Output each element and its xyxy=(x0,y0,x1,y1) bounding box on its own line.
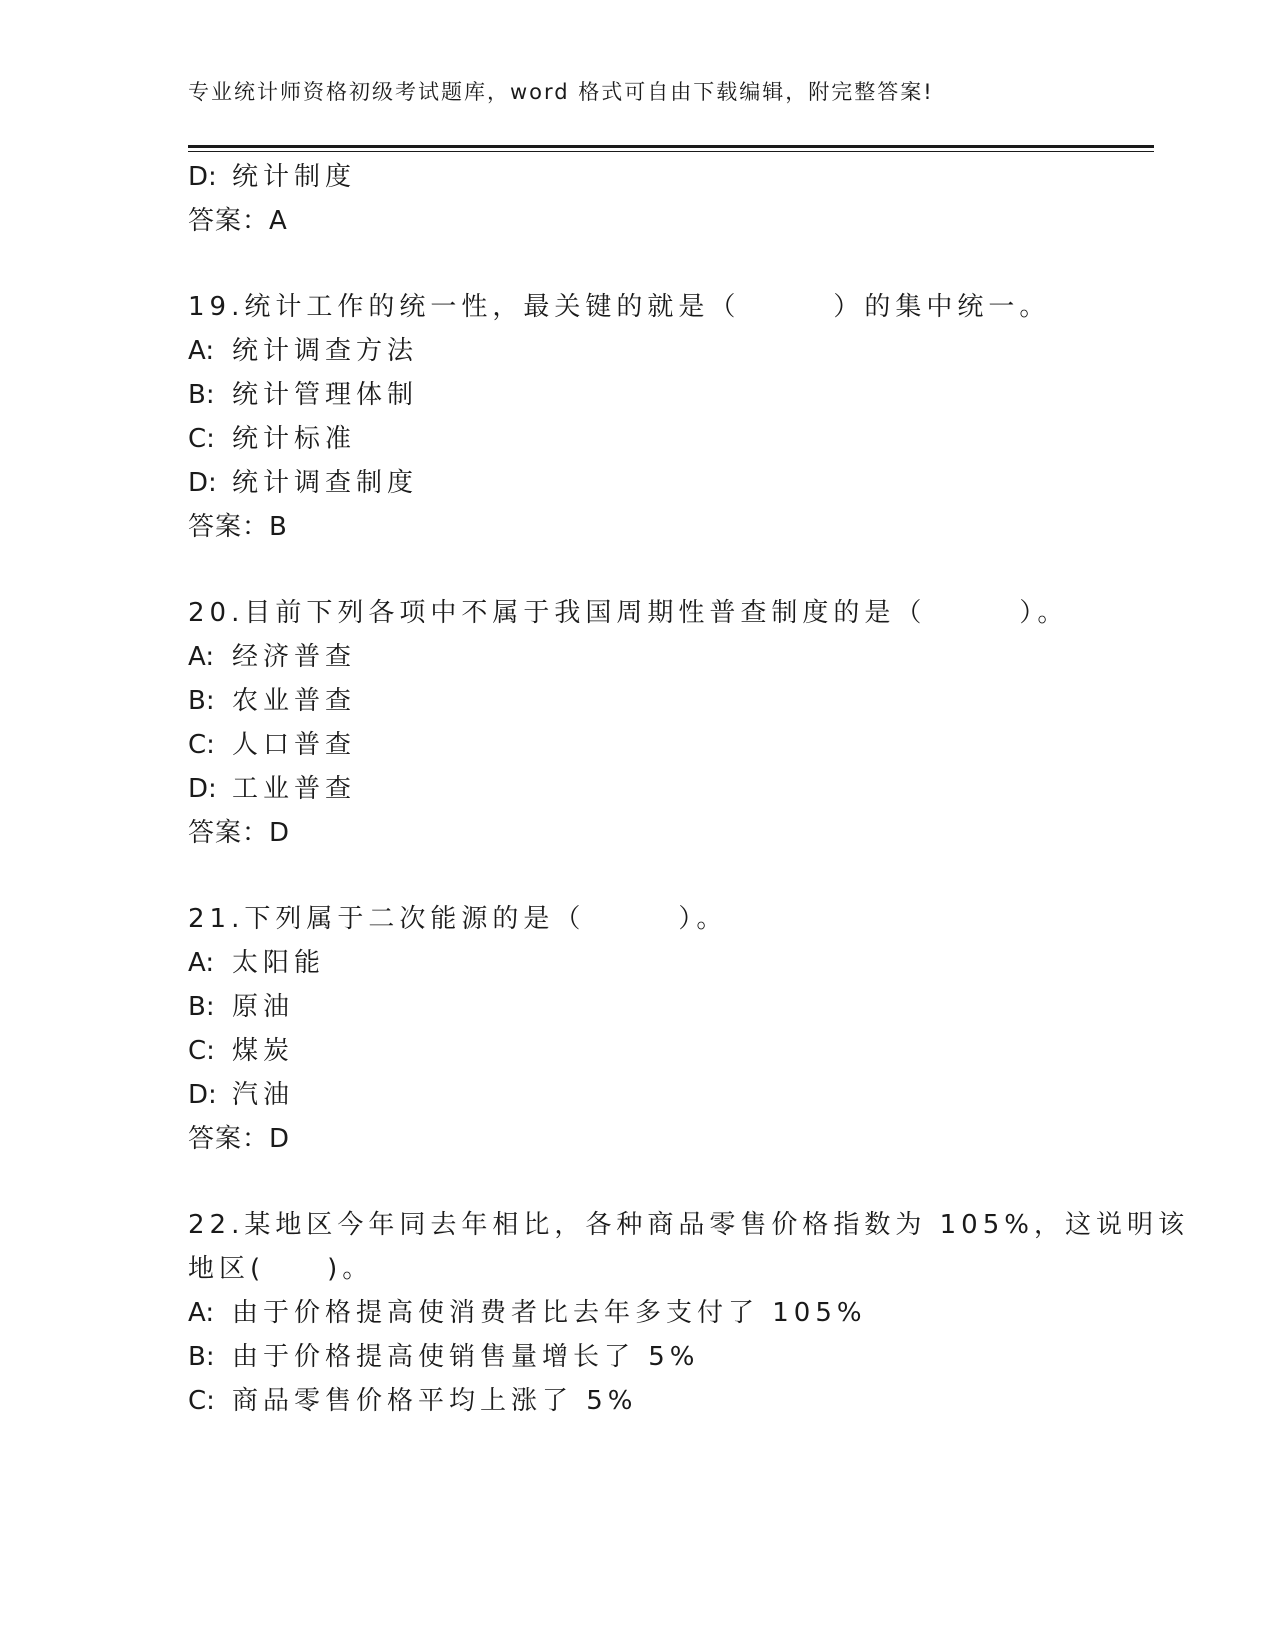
option-letter: B: xyxy=(188,380,215,410)
option-text: 统计调查制度 xyxy=(232,468,419,498)
answer-line: 答案：A xyxy=(188,206,288,236)
option-letter: A: xyxy=(188,642,215,672)
answer-line: 答案：D xyxy=(188,1124,291,1154)
option-c xyxy=(188,418,356,455)
header-divider-thick xyxy=(188,145,1154,148)
option-text: 由于价格提高使消费者比去年多支付了 105% xyxy=(232,1298,867,1328)
header-divider-thin xyxy=(188,151,1154,152)
question-stem: 21.下列属于二次能源的是（ ）。 xyxy=(188,904,728,934)
answer-line: 答案：D xyxy=(188,818,291,848)
option-c xyxy=(188,1380,638,1417)
option-letter: C: xyxy=(188,1036,215,1066)
option-letter: D: xyxy=(188,468,217,498)
option-a xyxy=(188,636,356,673)
option-d xyxy=(188,462,418,499)
question-stem-continued: 地区( )。 xyxy=(188,1254,374,1284)
option-letter: A: xyxy=(188,948,215,978)
option-text: 由于价格提高使销售量增长了 5% xyxy=(232,1342,700,1372)
option-letter: D: xyxy=(188,1080,217,1110)
question-stem: 19.统计工作的统一性，最关键的就是（ ）的集中统一。 xyxy=(188,292,1051,322)
option-b xyxy=(188,374,418,411)
option-text: 工业普查 xyxy=(232,774,357,804)
answer-line: 答案：B xyxy=(188,512,288,542)
question-stem: 22.某地区今年同去年相比，各种商品零售价格指数为 105%，这说明该 xyxy=(188,1210,1189,1240)
page-header: 专业统计师资格初级考试题库，word 格式可自由下载编辑，附完整答案! xyxy=(188,80,934,104)
option-letter: B: xyxy=(188,1342,215,1372)
option-text: 统计调查方法 xyxy=(232,336,419,366)
option-a xyxy=(188,1292,867,1329)
option-d xyxy=(188,1074,294,1111)
option-b xyxy=(188,1336,700,1373)
option-text: 统计管理体制 xyxy=(232,380,419,410)
option-text: 人口普查 xyxy=(232,730,357,760)
option-letter: D: xyxy=(188,774,217,804)
option-d xyxy=(188,768,356,805)
question-stem: 20.目前下列各项中不属于我国周期性普查制度的是（ ）。 xyxy=(188,598,1069,628)
option-c xyxy=(188,724,356,761)
option-text: 太阳能 xyxy=(232,948,326,978)
option-letter: A: xyxy=(188,336,215,366)
option-text: 统计制度 xyxy=(232,162,357,192)
option-c xyxy=(188,1030,294,1067)
option-letter: C: xyxy=(188,1386,215,1416)
option-text: 商品零售价格平均上涨了 5% xyxy=(232,1386,638,1416)
option-letter: C: xyxy=(188,424,215,454)
option-b xyxy=(188,986,294,1023)
option-text: 汽油 xyxy=(232,1080,295,1110)
option-b xyxy=(188,680,356,717)
option-letter: A: xyxy=(188,1298,215,1328)
option-text: 农业普查 xyxy=(232,686,357,716)
option-text: 煤炭 xyxy=(232,1036,295,1066)
option-letter: B: xyxy=(188,686,215,716)
option-text: 统计标准 xyxy=(232,424,357,454)
option-letter: C: xyxy=(188,730,215,760)
option-letter: B: xyxy=(188,992,215,1022)
option-letter: D: xyxy=(188,162,217,192)
option-text: 原油 xyxy=(232,992,295,1022)
option-a xyxy=(188,942,325,979)
option-d xyxy=(188,156,356,193)
option-text: 经济普查 xyxy=(232,642,357,672)
option-a xyxy=(188,330,418,367)
